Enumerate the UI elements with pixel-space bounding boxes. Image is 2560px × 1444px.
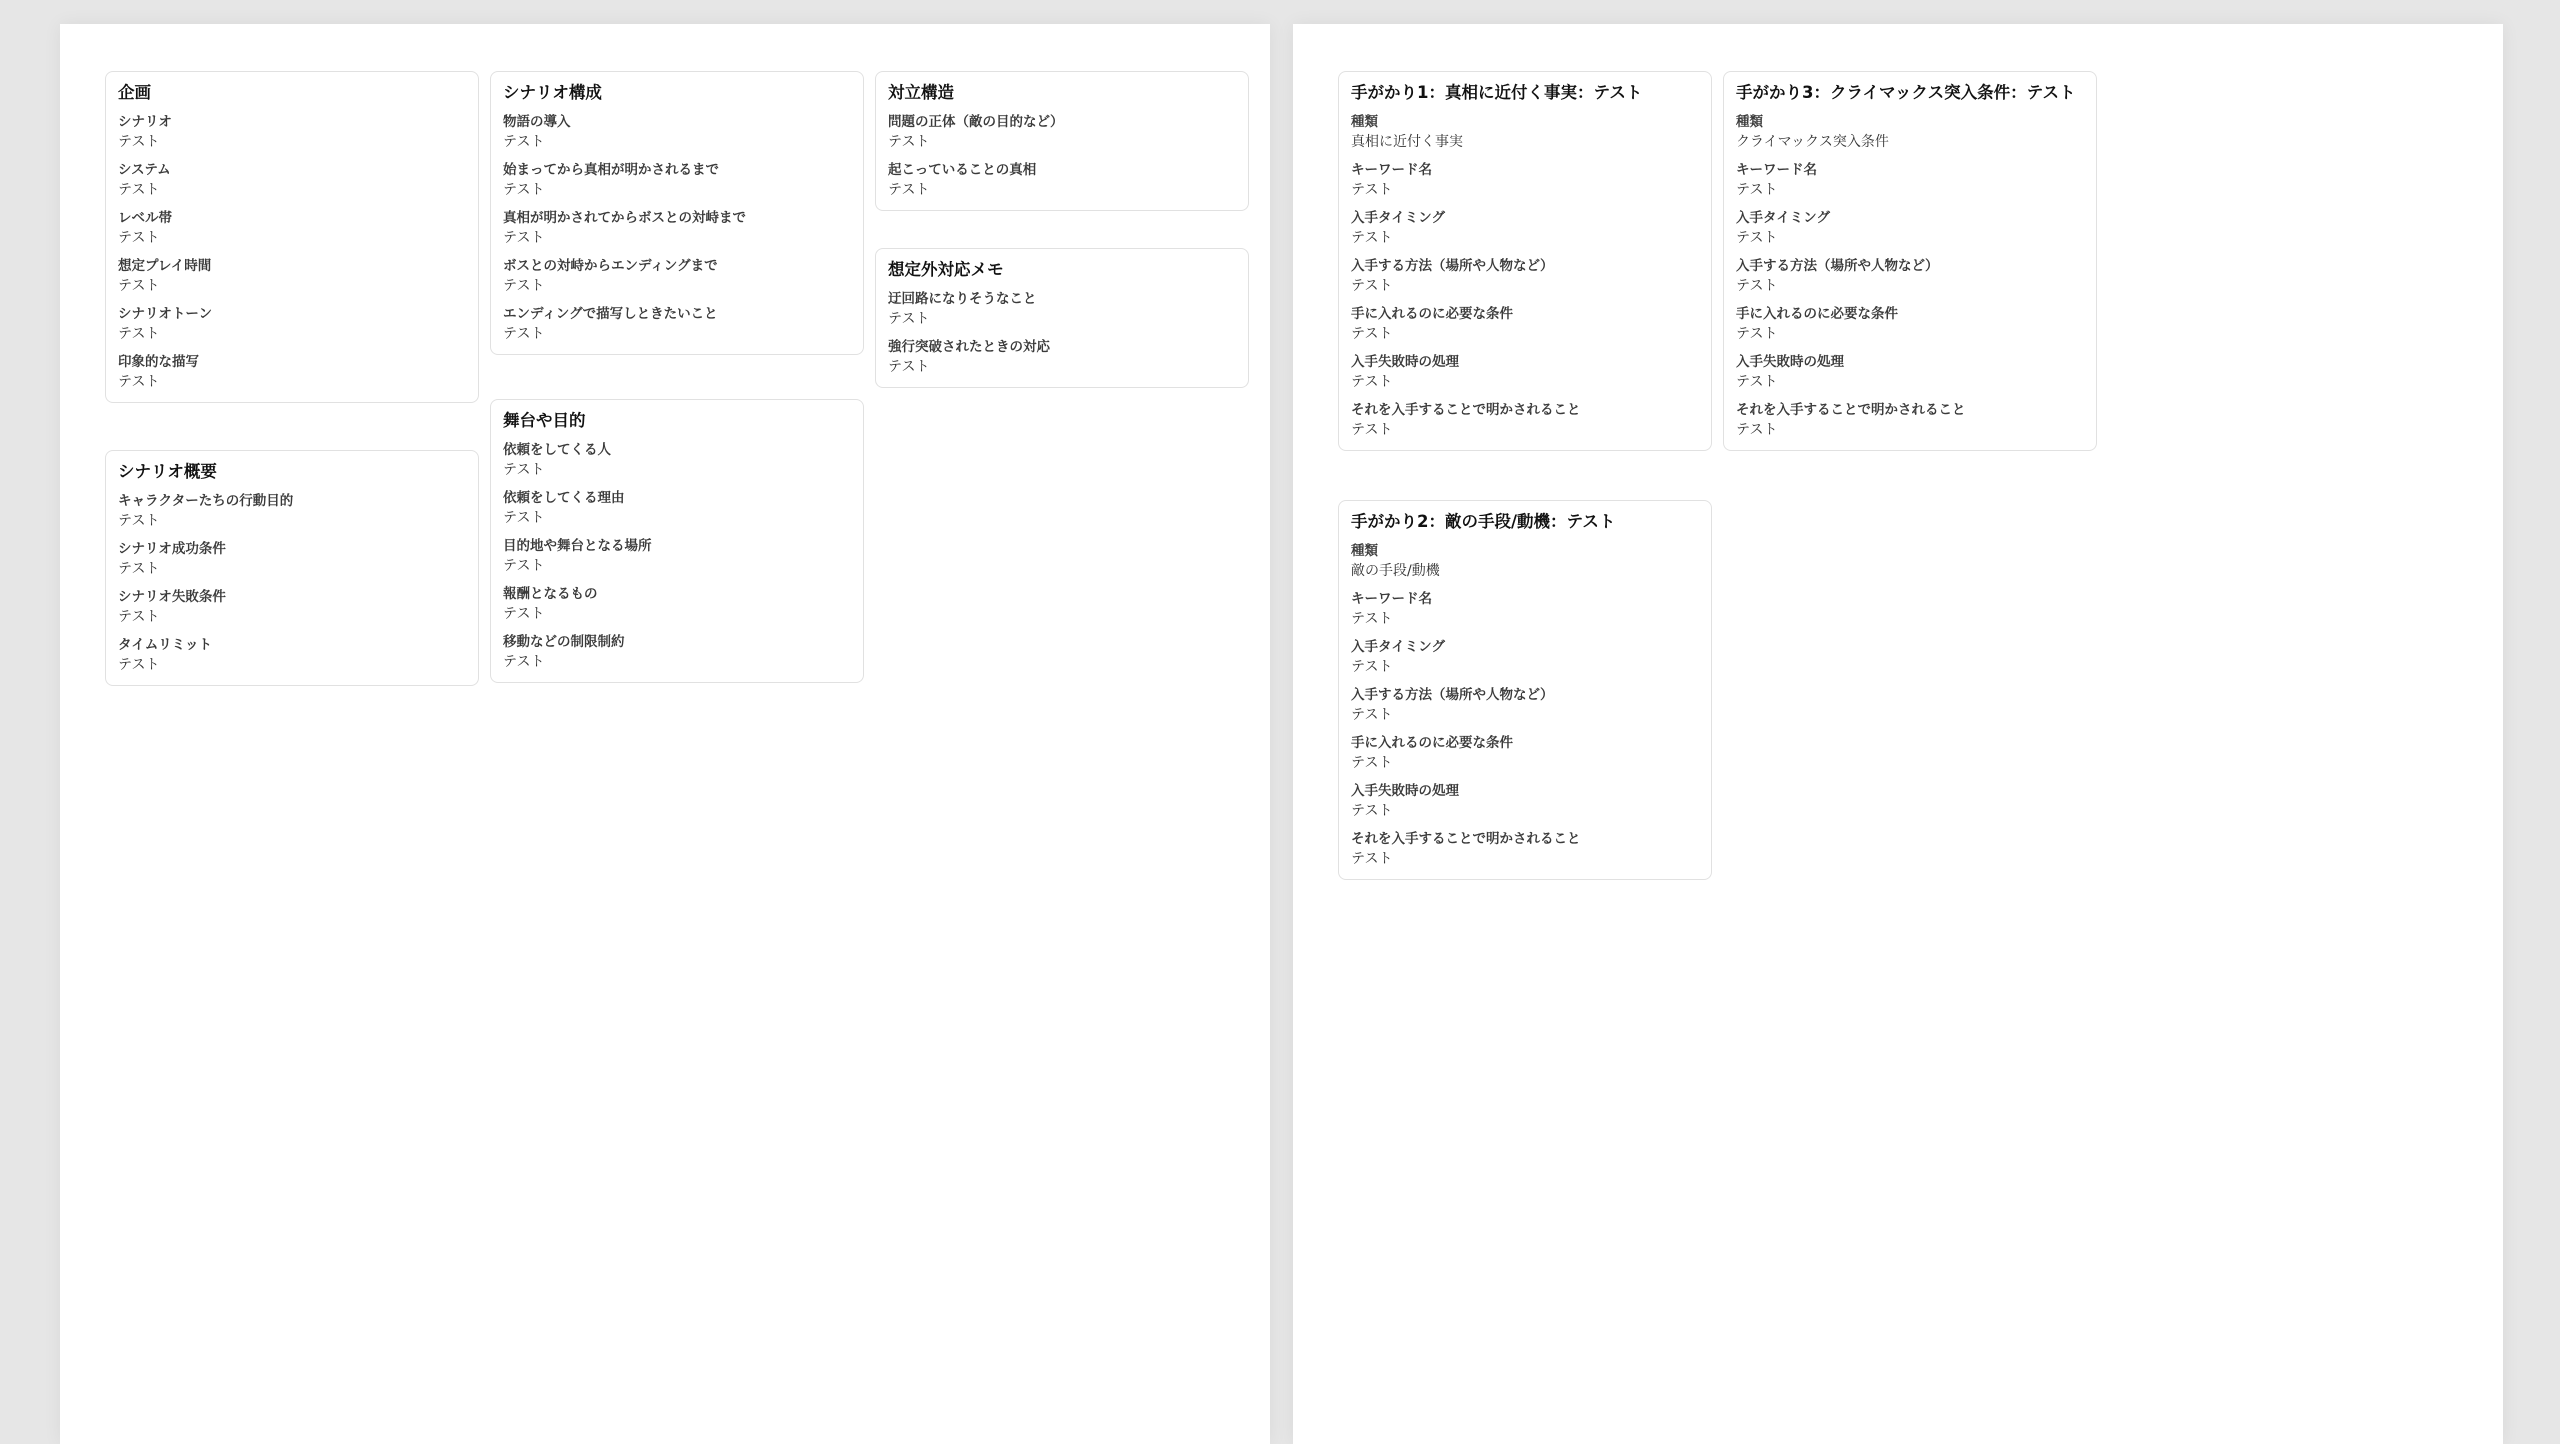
field [1736,304,2084,344]
field [118,635,466,675]
field-label: 目的地や舞台となる場所 [503,538,652,554]
field-value: テスト [503,182,545,198]
field-value: テスト [118,609,160,625]
field [503,208,851,248]
field-value: テスト [118,657,160,673]
field-label: それを入手することで明かされること [1351,402,1581,418]
field-value: テスト [1351,182,1393,198]
field-value: テスト [1351,707,1393,723]
field-value: テスト [118,326,160,342]
field-value: テスト [1351,611,1393,627]
field-label: キャラクターたちの行動目的 [118,493,294,509]
document-page-1 [60,24,1270,1444]
field [503,440,851,480]
field-label: キーワード名 [1351,591,1432,607]
field-label: 始まってから真相が明かされるまで [503,162,719,178]
field [1351,589,1699,629]
field-label: 入手する方法（場所や人物など） [1351,687,1554,703]
card-title: 舞台や目的 [503,411,586,430]
field [118,208,466,248]
field-value: テスト [503,462,545,478]
field [1351,256,1699,296]
field [1351,400,1699,440]
card-stage-and-objective [490,399,864,683]
field [503,536,851,576]
card-title: 手がかり1：真相に近付く事実：テスト [1351,83,1643,102]
field [888,112,1236,152]
field [503,488,851,528]
card-title: 対立構造 [888,83,954,102]
field [1736,160,2084,200]
field [1736,352,2084,392]
field-label: 依頼をしてくる理由 [503,490,625,506]
field-value: テスト [503,510,545,526]
field-label: 種類 [1351,114,1378,130]
card-title: 手がかり2：敵の手段/動機：テスト [1351,512,1616,531]
field-label: 入手失敗時の処理 [1351,354,1459,370]
card-clue-3 [1723,71,2097,451]
field [1351,208,1699,248]
field-value: テスト [118,513,160,529]
field-label: 起こっていることの真相 [888,162,1037,178]
field-value: テスト [1736,422,1778,438]
field [1736,256,2084,296]
field-value: テスト [503,230,545,246]
field [118,112,466,152]
field-value: テスト [503,278,545,294]
field-label: シナリオ [118,114,172,130]
field-label: タイムリミット [118,637,212,653]
field-label: 強行突破されたときの対応 [888,339,1050,355]
field-value: テスト [888,134,930,150]
field-label: 問題の正体（敵の目的など） [888,114,1064,130]
field-value: テスト [118,278,160,294]
field [118,304,466,344]
field-label: 手に入れるのに必要な条件 [1736,306,1898,322]
field-label: 報酬となるもの [503,586,598,602]
field-value: テスト [1351,755,1393,771]
field-label: それを入手することで明かされること [1351,831,1581,847]
field-value: テスト [503,134,545,150]
field-label: 手に入れるのに必要な条件 [1351,306,1513,322]
field-label: システム [118,162,171,178]
field-label: 種類 [1736,114,1763,130]
card-title: シナリオ概要 [118,462,217,481]
field [118,256,466,296]
field-label: シナリオトーン [118,306,213,322]
field-label: 入手失敗時の処理 [1351,783,1459,799]
field-value: テスト [503,654,545,670]
field-value: テスト [503,326,545,342]
field [503,304,851,344]
field-value: テスト [888,311,930,327]
field [1736,400,2084,440]
field [118,539,466,579]
card-scenario-structure [490,71,864,355]
field [1351,352,1699,392]
card-scenario-overview [105,450,479,686]
field [1351,685,1699,725]
field [503,584,851,624]
field-value: テスト [1736,278,1778,294]
field-label: シナリオ失敗条件 [118,589,226,605]
field-value: テスト [1736,374,1778,390]
card-title: 企画 [118,83,151,102]
card-clue-1 [1338,71,1712,451]
field-label: 入手失敗時の処理 [1736,354,1844,370]
field-value: テスト [1351,803,1393,819]
field-value: テスト [503,558,545,574]
field [503,256,851,296]
field [118,587,466,627]
field-value: テスト [1351,659,1393,675]
field [1351,541,1699,581]
field [1351,733,1699,773]
field-label: 手に入れるのに必要な条件 [1351,735,1513,751]
field-value: テスト [118,561,160,577]
card-contingency-memo [875,248,1249,388]
field-value: テスト [1351,230,1393,246]
field-value: 真相に近付く事実 [1351,134,1463,150]
field [1736,208,2084,248]
card-title: シナリオ構成 [503,83,602,102]
field-value: テスト [1351,326,1393,342]
field-label: 真相が明かされてからボスとの対峙まで [503,210,746,226]
field [503,632,851,672]
field [888,337,1236,377]
field [1351,160,1699,200]
field-label: 依頼をしてくる人 [503,442,611,458]
field-label: 入手する方法（場所や人物など） [1351,258,1554,274]
field [118,160,466,200]
field-label: エンディングで描写しときたいこと [503,306,718,322]
field-label: レベル帯 [118,210,172,226]
field-value: テスト [1351,374,1393,390]
field-label: 入手する方法（場所や人物など） [1736,258,1939,274]
card-conflict-structure [875,71,1249,211]
field-value: テスト [1351,278,1393,294]
field [1351,781,1699,821]
field-value: テスト [1736,230,1778,246]
field-value: テスト [118,374,160,390]
field-value: テスト [118,230,160,246]
field [1736,112,2084,152]
card-title: 想定外対応メモ [888,260,1004,279]
field-label: 迂回路になりそうなこと [888,291,1037,307]
field-value: クライマックス突入条件 [1736,134,1889,150]
card-title: 手がかり3：クライマックス突入条件：テスト [1736,83,2076,102]
field-label: それを入手することで明かされること [1736,402,1966,418]
field [118,491,466,531]
field-value: テスト [1351,851,1393,867]
field-label: 想定プレイ時間 [118,258,212,274]
field [1351,829,1699,869]
field-label: シナリオ成功条件 [118,541,226,557]
field [503,112,851,152]
field-value: テスト [1351,422,1393,438]
field-value: テスト [118,134,160,150]
field-label: 入手タイミング [1351,210,1445,226]
field-label: 入手タイミング [1351,639,1445,655]
field [118,352,466,392]
field-value: テスト [503,606,545,622]
field-label: キーワード名 [1736,162,1817,178]
field [1351,112,1699,152]
field-value: テスト [118,182,160,198]
field-value: テスト [1736,182,1778,198]
field-value: テスト [888,359,930,375]
field-label: 移動などの制限制約 [503,634,625,650]
card-planning [105,71,479,403]
field-value: 敵の手段/動機 [1351,563,1440,579]
field-label: 物語の導入 [503,114,571,130]
field [1351,637,1699,677]
field-value: テスト [1736,326,1778,342]
field [888,160,1236,200]
field-label: キーワード名 [1351,162,1432,178]
field [888,289,1236,329]
document-page-2 [1293,24,2503,1444]
field-value: テスト [888,182,930,198]
field-label: 入手タイミング [1736,210,1830,226]
field-label: 種類 [1351,543,1378,559]
field [503,160,851,200]
field-label: 印象的な描写 [118,354,199,370]
field [1351,304,1699,344]
card-clue-2 [1338,500,1712,880]
field-label: ボスとの対峙からエンディングまで [503,258,718,274]
